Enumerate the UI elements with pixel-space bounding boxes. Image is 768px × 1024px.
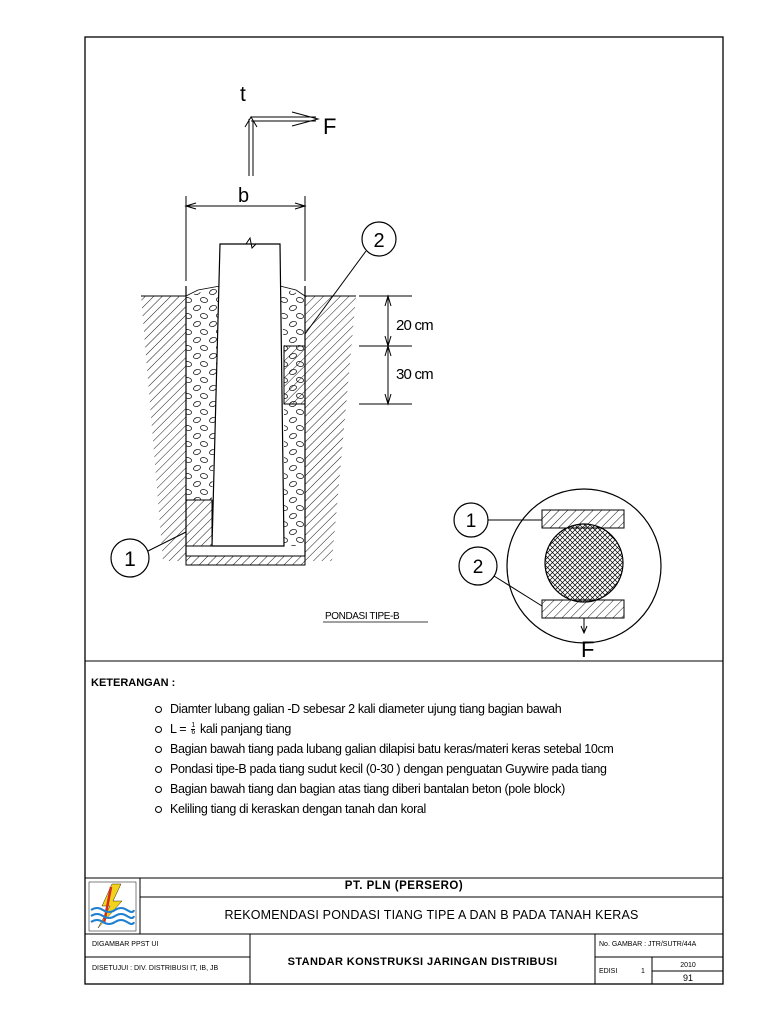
drawing-subtitle: REKOMENDASI PONDASI TIANG TIPE A DAN B PADA TANAH KERAS bbox=[224, 908, 639, 922]
depth-dimensions bbox=[359, 296, 412, 404]
page-number: 91 bbox=[682, 973, 694, 983]
note-text: Pondasi tipe-B pada tiang sudut kecil (0-30 ) dengan penguatan Guywire pada tiang bbox=[170, 762, 607, 776]
note-text: Keliling tiang di keraskan dengan tanah dan koral bbox=[170, 802, 426, 816]
digambar-text: DIGAMBAR PPST UI bbox=[92, 941, 159, 948]
disetujui-text: DISETUJUI : DIV. DISTRIBUSI IT, IB, JB bbox=[92, 965, 219, 972]
width-label: b bbox=[238, 185, 250, 207]
note-item bbox=[155, 702, 613, 722]
dimension-lower-label: 30 cm bbox=[396, 366, 433, 383]
detail-callout-2-number: 2 bbox=[472, 557, 484, 578]
company-name: PT. PLN (PERSERO) bbox=[344, 880, 464, 892]
fraction-denominator: 6 bbox=[191, 729, 195, 737]
dimension-upper-label: 20 cm bbox=[396, 317, 433, 334]
note-item bbox=[155, 802, 613, 822]
tension-label: t bbox=[240, 83, 246, 106]
concrete-pole bbox=[212, 238, 284, 546]
note-text: Diamter lubang galian -D sebesar 2 kali diameter ujung tiang bagian bawah bbox=[170, 702, 562, 716]
notes-title: KETERANGAN : bbox=[91, 677, 176, 689]
detail-callout-1-number: 1 bbox=[465, 511, 477, 532]
note-item bbox=[155, 722, 613, 742]
callout-1-number: 1 bbox=[124, 548, 136, 571]
edition-value: 1 bbox=[641, 968, 645, 975]
note-text: Bagian bawah tiang pada lubang galian dilapisi batu keras/materi keras setebal 10cm bbox=[170, 742, 614, 756]
edition-label: EDISI bbox=[599, 968, 618, 975]
note-item bbox=[155, 742, 613, 762]
note-text: Bagian bawah tiang dan bagian atas tiang diberi bantalan beton (pole block) bbox=[170, 782, 565, 796]
note-suffix: kali panjang tiang bbox=[200, 722, 292, 736]
detail-force-label: F bbox=[581, 637, 595, 662]
note-item bbox=[155, 782, 613, 802]
callout-2-number: 2 bbox=[373, 230, 385, 252]
force-arrow-symbol bbox=[245, 112, 318, 176]
fraction-numerator: 1 bbox=[191, 722, 195, 730]
plan-detail bbox=[507, 489, 661, 643]
fraction bbox=[191, 723, 195, 736]
force-label: F bbox=[323, 114, 337, 139]
standard-title: STANDAR KONSTRUKSI JARINGAN DISTRIBUSI bbox=[287, 956, 558, 968]
drawing-number: No. GAMBAR : JTR/SUTR/44A bbox=[599, 941, 697, 948]
note-item bbox=[155, 762, 613, 782]
year-value: 2010 bbox=[680, 962, 696, 969]
notes-list bbox=[155, 702, 613, 822]
foundation-title: PONDASI TIPE-B bbox=[325, 611, 400, 622]
note-prefix: L = bbox=[170, 722, 187, 736]
